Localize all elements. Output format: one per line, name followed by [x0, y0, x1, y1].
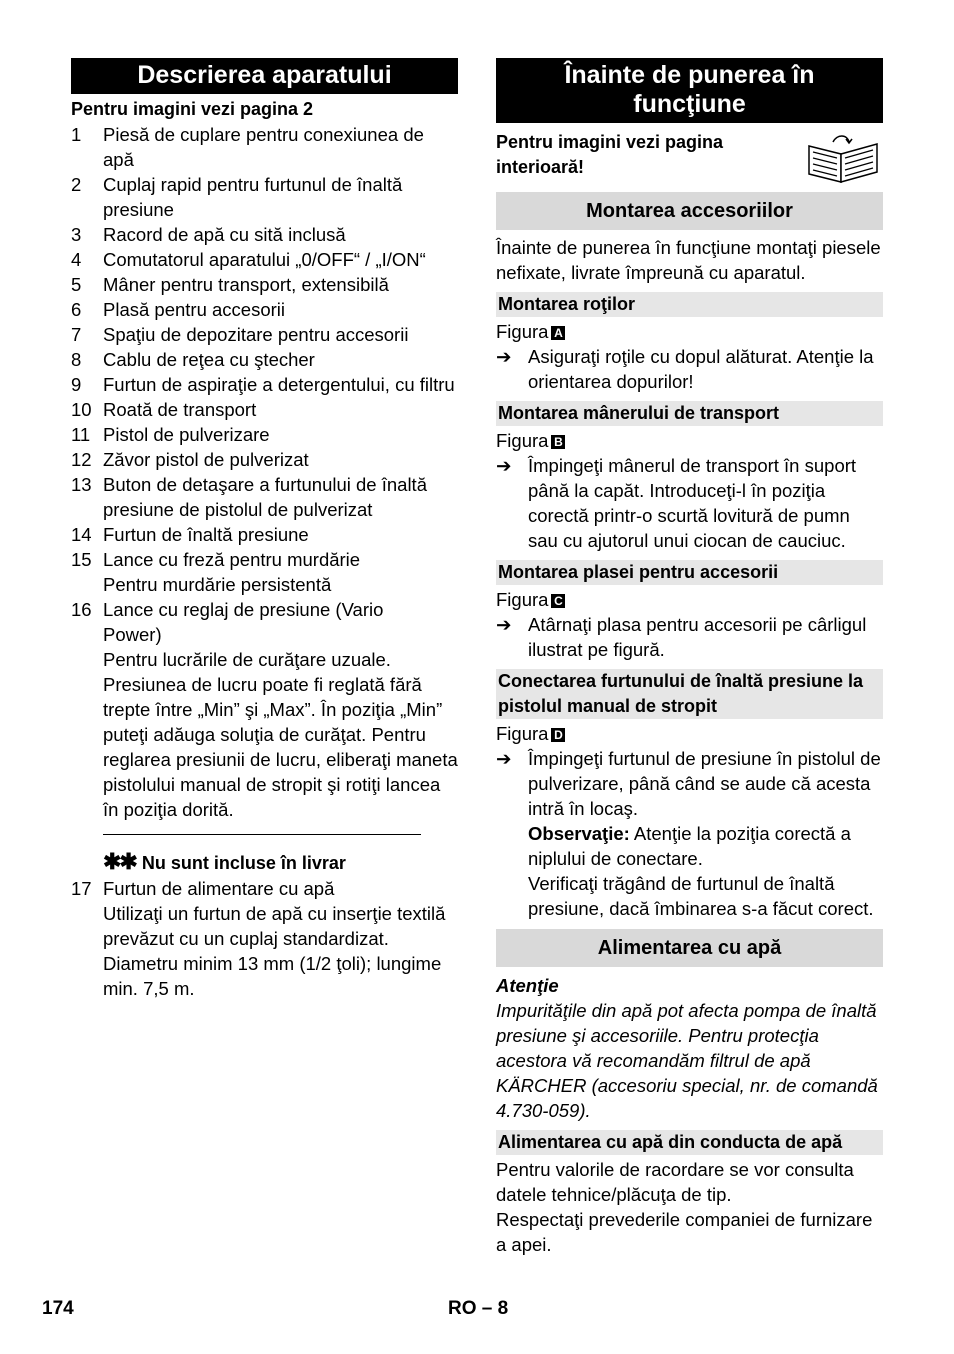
not-included-heading	[103, 849, 458, 876]
verify-note: Verificaţi trăgând de furtunul de înaltă presiune, dacă îmbinarea s-a făcut corect.	[528, 873, 874, 919]
instruction-step	[496, 612, 883, 662]
figure-letter-badge: D	[551, 728, 565, 742]
item-number: 9	[71, 374, 82, 395]
section-heading-water-supply: Alimentarea cu apă	[496, 929, 883, 967]
arrow-icon: ➔	[496, 346, 512, 367]
section-heading-before-start: Înainte de punerea în funcţiune	[496, 58, 883, 123]
list-item	[71, 547, 458, 597]
subheading-net: Montarea plasei pentru accesorii	[496, 560, 883, 585]
observation-label: Observaţie:	[528, 823, 630, 844]
item-number: 7	[71, 324, 82, 345]
figure-letter-badge: A	[551, 326, 565, 340]
arrow-icon: ➔	[496, 614, 512, 635]
item-text: Lance cu freză pentru murdărie Pentru murdărie persistentă	[103, 549, 361, 595]
list-item	[71, 447, 458, 472]
instruction-text: Atârnaţi plasa pentru accesorii pe cârligul ilustrat pe figură.	[528, 614, 867, 660]
instruction-step	[496, 344, 883, 394]
instruction-text: Împingeţi mânerul de transport în suport până la capăt. Introduceţi-l în poziţia corectă printr-o scurtă lovitură de pumn sau cu ajutorul unui ciocan de cauciuc.	[528, 455, 857, 551]
item-number: 3	[71, 224, 82, 245]
item-number: 16	[71, 599, 92, 620]
figure-label: Figura	[496, 589, 549, 610]
arrow-icon: ➔	[496, 455, 512, 476]
divider	[103, 834, 421, 835]
item-number: 6	[71, 299, 82, 320]
figure-label: Figura	[496, 430, 549, 451]
list-item	[71, 272, 458, 297]
item-number: 1	[71, 124, 82, 145]
page-number: 174	[42, 1298, 74, 1319]
right-column	[496, 58, 883, 1257]
subheading-wheels: Montarea roţilor	[496, 292, 883, 317]
list-item	[71, 122, 458, 172]
item-number: 2	[71, 174, 82, 195]
images-reference-inner: Pentru imagini vezi pagina interioară!	[496, 132, 724, 177]
figure-reference	[496, 428, 883, 453]
list-item	[71, 247, 458, 272]
list-item	[71, 297, 458, 322]
figure-label: Figura	[496, 723, 549, 744]
item-number: 4	[71, 249, 82, 270]
list-item	[71, 397, 458, 422]
item-16-description: Pentru lucrările de curăţare uzuale. Presiunea de lucru poate fi reglată fără trepte între „Min” şi „Max”. În poziţia „Min” puteţi adăuga soluţia de curăţat. Pentru reglarea presiunii de lucru, eliberaţi maneta pistolului manual de stropit şi rotiţi lancea în poziţia dorită.	[103, 649, 458, 820]
list-item	[71, 472, 458, 522]
list-item	[71, 172, 458, 222]
left-column	[71, 58, 458, 1001]
figure-label: Figura	[496, 321, 549, 342]
item-number: 5	[71, 274, 82, 295]
not-included-label: Nu sunt incluse în livrar	[141, 853, 346, 873]
item-text: Pistol de pulverizare	[103, 424, 270, 445]
item-text: Roată de transport	[103, 399, 257, 420]
list-item	[71, 597, 458, 647]
item-text: Buton de detaşare a furtunului de înaltă presiune de pistolul de pulverizat	[103, 474, 427, 520]
component-list	[71, 122, 458, 822]
water-text-1: Pentru valorile de racordare se vor consulta datele tehnice/plăcuţa de tip.	[496, 1159, 854, 1205]
figure-reference	[496, 721, 883, 746]
item-text: Zăvor pistol de pulverizat	[103, 449, 309, 470]
item-text: Furtun de aspiraţie a detergentului, cu filtru	[103, 374, 455, 395]
item-text: Racord de apă cu sită inclusă	[103, 224, 346, 245]
intro-block	[496, 130, 883, 182]
item-text: Piesă de cuplare pentru conexiunea de apă	[103, 124, 424, 170]
asterisk-icon: ✱✱	[103, 849, 136, 874]
list-item	[71, 372, 458, 397]
instruction-text: Împingeţi furtunul de presiune în pistolul de pulverizare, până când se aude că acesta intră în locaş.	[528, 748, 881, 819]
figure-letter-badge: C	[551, 594, 565, 608]
list-item	[71, 322, 458, 347]
attention-title: Atenţie	[496, 975, 559, 996]
arrow-icon: ➔	[496, 748, 512, 769]
item-text: Furtun de alimentare cu apă	[103, 878, 335, 899]
open-manual-icon	[803, 132, 883, 184]
subheading-handle: Montarea mânerului de transport	[496, 401, 883, 426]
water-text-2: Respectaţi prevederile companiei de furnizare a apei.	[496, 1209, 873, 1255]
observation-text: Atenţie la poziţia corectă a niplului de conectare.	[528, 823, 851, 869]
item-number: 12	[71, 449, 92, 470]
item-text: Comutatorul aparatului „0/OFF“ / „I/ON“	[103, 249, 426, 270]
list-item	[71, 347, 458, 372]
list-item	[71, 422, 458, 447]
list-item	[71, 522, 458, 547]
item-number: 10	[71, 399, 92, 420]
list-item	[71, 876, 458, 901]
page-code: RO – 8	[448, 1298, 509, 1319]
figure-reference	[496, 587, 883, 612]
subheading-hose-connection: Conectarea furtunului de înaltă presiune la pistolul manual de stropit	[496, 669, 883, 719]
item-number: 8	[71, 349, 82, 370]
observation-note	[528, 821, 883, 871]
item-text: Furtun de înaltă presiune	[103, 524, 309, 545]
item-text: Lance cu reglaj de presiune (Vario Power)	[103, 599, 384, 645]
section-heading-description: Descrierea aparatului	[71, 58, 458, 94]
item-number: 14	[71, 524, 92, 545]
figure-letter-badge: B	[551, 435, 565, 449]
images-reference: Pentru imagini vezi pagina 2	[71, 99, 314, 119]
item-text: Mâner pentru transport, extensibilă	[103, 274, 389, 295]
instruction-step	[496, 746, 883, 821]
item-text: Spaţiu de depozitare pentru accesorii	[103, 324, 409, 345]
item-text: Cuplaj rapid pentru furtunul de înaltă presiune	[103, 174, 403, 220]
item-number: 15	[71, 549, 92, 570]
item-number: 17	[71, 878, 92, 899]
attention-text: Impurităţile din apă pot afecta pompa de înaltă presiune şi accesoriile. Pentru protecţia acestora vă recomandăm filtrul de apă KÄRCHER (accesoriu special, nr. de comandă 4.730-059).	[496, 1000, 878, 1121]
item-number: 13	[71, 474, 92, 495]
accessories-intro: Înainte de punerea în funcţiune montaţi piesele nefixate, livrate împreună cu aparatul.	[496, 237, 881, 283]
item-number: 11	[71, 424, 91, 445]
instruction-step	[496, 453, 883, 553]
item-text: Cablu de reţea cu ştecher	[103, 349, 315, 370]
item-text: Plasă pentru accesorii	[103, 299, 286, 320]
section-heading-accessories: Montarea accesoriilor	[496, 192, 883, 230]
subheading-water-mains: Alimentarea cu apă din conducta de apă	[496, 1130, 883, 1155]
instruction-text: Asiguraţi roţile cu dopul alăturat. Atenţie la orientarea dopurilor!	[528, 346, 874, 392]
list-item	[71, 222, 458, 247]
figure-reference	[496, 319, 883, 344]
item-17-description: Utilizaţi un furtun de apă cu inserţie textilă prevăzut cu un cuplaj standardizat. Diametru minim 13 mm (1/2 ţoli); lungime min. 7,5 m.	[103, 903, 446, 999]
